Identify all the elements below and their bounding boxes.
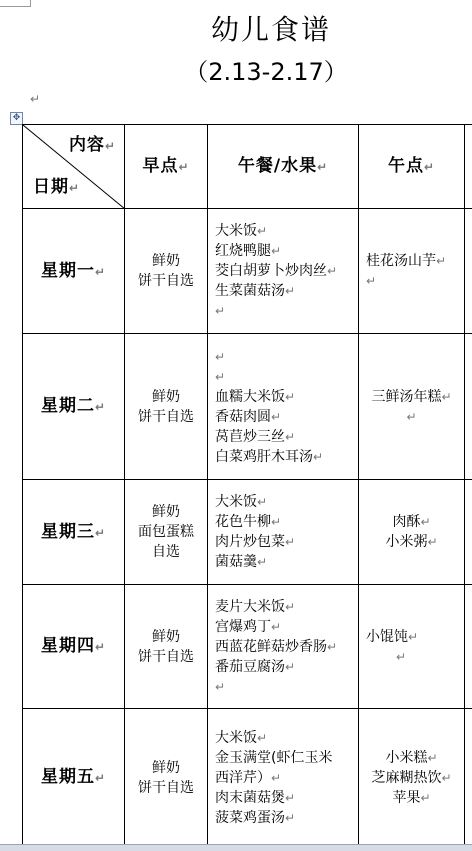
document-subtitle: （2.13-2.17） <box>0 52 472 87</box>
lunch-item: 菌菇羹 <box>215 554 257 570</box>
diagonal-header-cell: 内容↵ 日期↵ <box>23 125 125 209</box>
lunch-item: 白菜鸡肝木耳汤 <box>215 449 313 465</box>
lunch-item: 番茄豆腐汤 <box>215 659 285 675</box>
lunch-cell: 大米饭↵ 金玉满堂(虾仁玉米 西洋芹）↵ 肉末菌菇煲↵ 菠菜鸡蛋汤↵ <box>208 709 359 847</box>
table-header-row: 内容↵ 日期↵ 早点↵ 午餐/水果↵ 午点↵ <box>23 125 472 209</box>
breakfast-item: 鲜奶 <box>125 251 207 271</box>
lunch-item: 大米饭 <box>215 730 257 746</box>
lunch-item: 红烧鸭腿 <box>215 243 271 259</box>
day-label: 星期三 <box>41 522 95 542</box>
lunch-item: 生菜菌菇汤 <box>215 283 285 299</box>
lunch-item: 香菇肉圆 <box>215 409 271 425</box>
snack-cell: 三鲜汤年糕↵ ↵ <box>359 334 465 480</box>
lunch-cell: 麦片大米饭↵ 宫爆鸡丁↵ 西蓝花鲜菇炒香肠↵ 番茄豆腐汤↵ ↵ <box>208 585 359 709</box>
page-corner-mark <box>0 0 31 7</box>
day-label: 星期一 <box>41 261 95 281</box>
snack-item: 芝麻糊热饮 <box>371 770 441 786</box>
table-extra-cell <box>465 585 472 709</box>
breakfast-item: 饼干自选 <box>125 778 207 798</box>
lunch-item: 花色牛柳 <box>215 514 271 530</box>
snack-item: 肉酥 <box>392 514 420 530</box>
menu-table <box>22 124 472 847</box>
snack-item: 小馄饨 <box>366 629 408 645</box>
lunch-item: 血糯大米饭 <box>215 389 285 405</box>
breakfast-item: 鲜奶 <box>125 502 207 522</box>
breakfast-item: 饼干自选 <box>125 271 207 291</box>
table-extra-cell <box>465 209 472 334</box>
breakfast-cell <box>125 334 208 480</box>
lunch-item: 菠菜鸡蛋汤 <box>215 810 285 826</box>
snack-item: 桂花汤山芋 <box>366 253 436 269</box>
breakfast-cell <box>125 480 208 585</box>
table-extra-cell <box>465 480 472 585</box>
breakfast-item: 鲜奶 <box>125 627 207 647</box>
table-row: 星期五↵ 鲜奶 饼干自选 大米饭↵ 金玉满堂(虾仁玉米 西洋芹）↵ 肉末菌菇煲↵ 菠菜鸡蛋汤↵ 小米糕↵ 芝麻糊热饮↵ 苹果↵ <box>23 709 472 847</box>
lunch-item: 大米饭 <box>215 494 257 510</box>
table-extra-cell <box>465 334 472 480</box>
day-label: 星期五 <box>41 767 95 787</box>
table-row: 星期一↵ 鲜奶 饼干自选 大米饭↵ 红烧鸭腿↵ 茭白胡萝卜炒肉丝↵ 生菜菌菇汤↵ ↵ 桂花汤山芋↵ ↵ <box>23 209 472 334</box>
header-snack: 午点 <box>388 156 424 176</box>
table-row: 星期三↵ 鲜奶 面包蛋糕 自选 大米饭↵ 花色牛柳↵ 肉片炒包菜↵ 菌菇羹↵ 肉酥↵ 小米粥↵ <box>23 480 472 585</box>
lunch-item: 麦片大米饭 <box>215 599 285 615</box>
breakfast-item: 鲜奶 <box>125 387 207 407</box>
lunch-item: 肉末菌菇煲 <box>215 790 285 806</box>
lunch-item: 茭白胡萝卜炒肉丝 <box>215 263 327 279</box>
snack-cell: 肉酥↵ 小米粥↵ <box>359 480 465 585</box>
lunch-item: 宫爆鸡丁 <box>215 619 271 635</box>
lunch-cell: ↵ ↵ 血糯大米饭↵ 香菇肉圆↵ 莴苣炒三丝↵ 白菜鸡肝木耳汤↵ <box>208 334 359 480</box>
snack-item: 小米糕 <box>385 750 427 766</box>
breakfast-item: 饼干自选 <box>125 647 207 667</box>
lunch-item: 大米饭 <box>215 223 257 239</box>
day-label: 星期二 <box>41 396 95 416</box>
lunch-cell: 大米饭↵ 花色牛柳↵ 肉片炒包菜↵ 菌菇羹↵ <box>208 480 359 585</box>
header-breakfast: 早点 <box>142 156 178 176</box>
breakfast-cell <box>125 709 208 847</box>
lunch-cell: 大米饭↵ 红烧鸭腿↵ 茭白胡萝卜炒肉丝↵ 生菜菌菇汤↵ ↵ <box>208 209 359 334</box>
snack-item: 三鲜汤年糕 <box>371 389 441 405</box>
breakfast-cell <box>125 585 208 709</box>
snack-cell: 小米糕↵ 芝麻糊热饮↵ 苹果↵ <box>359 709 465 847</box>
header-content-label: 内容 <box>69 135 105 155</box>
day-label: 星期四 <box>41 636 95 656</box>
breakfast-item: 面包蛋糕 <box>125 522 207 542</box>
snack-cell: 桂花汤山芋↵ ↵ <box>359 209 465 334</box>
breakfast-item: 自选 <box>125 542 207 562</box>
lunch-item: 金玉满堂(虾仁玉米 <box>215 750 332 766</box>
lunch-item: 肉片炒包菜 <box>215 534 285 550</box>
table-extra-cell <box>465 709 472 847</box>
breakfast-cell <box>125 209 208 334</box>
snack-cell: 小馄饨↵ ↵ <box>359 585 465 709</box>
table-extra-cell <box>465 125 472 209</box>
snack-item: 苹果 <box>392 790 420 806</box>
table-row: 星期四↵ 鲜奶 饼干自选 麦片大米饭↵ 宫爆鸡丁↵ 西蓝花鲜菇炒香肠↵ 番茄豆腐汤↵ ↵ 小馄饨↵ ↵ <box>23 585 472 709</box>
table-row: 星期二↵ 鲜奶 饼干自选 ↵ ↵ 血糯大米饭↵ 香菇肉圆↵ 莴苣炒三丝↵ 白菜鸡肝木耳汤↵ 三鲜汤年糕↵ ↵ <box>23 334 472 480</box>
breakfast-item: 鲜奶 <box>125 758 207 778</box>
snack-item: 小米粥 <box>385 534 427 550</box>
header-lunch: 午餐/水果 <box>238 156 317 176</box>
lunch-item: 西蓝花鲜菇炒香肠 <box>215 639 327 655</box>
document-title: 幼儿食谱 <box>0 8 472 48</box>
lunch-item: 莴苣炒三丝 <box>215 429 285 445</box>
paragraph-mark-icon: ↵ <box>30 92 40 106</box>
header-date-label: 日期 <box>33 177 69 197</box>
table-move-handle-icon[interactable]: ✥ <box>10 112 23 125</box>
lunch-item: 西洋芹） <box>215 770 271 786</box>
breakfast-item: 饼干自选 <box>125 407 207 427</box>
